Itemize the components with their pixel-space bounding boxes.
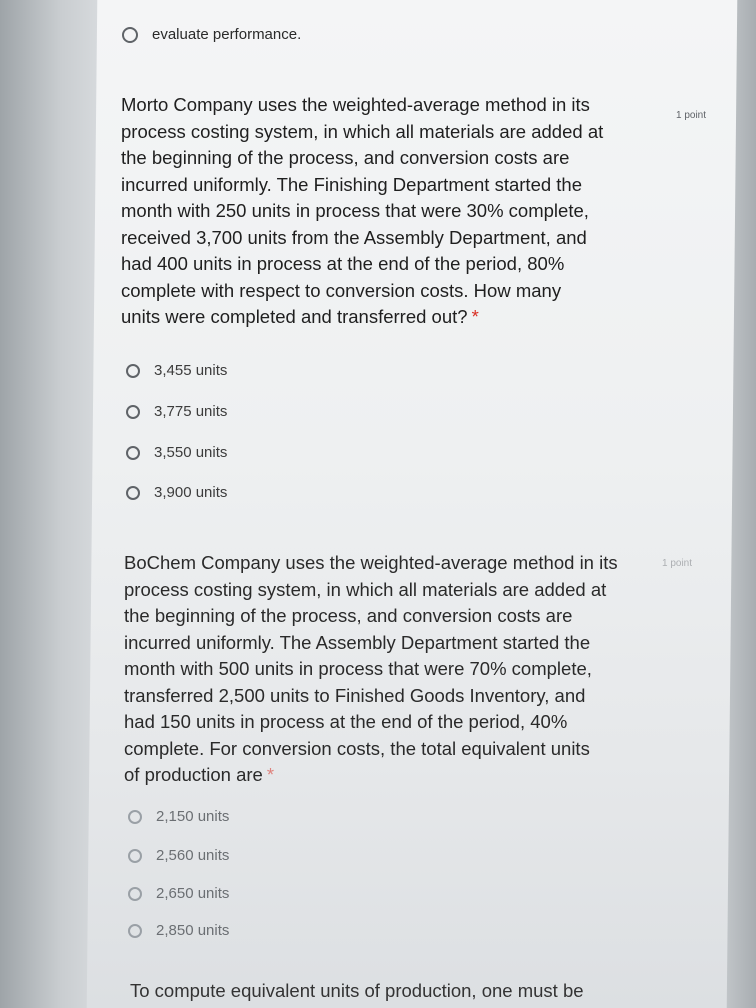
option-label: 3,775 units bbox=[154, 403, 228, 420]
question-line: had 150 units in process at the end of the period, 40% bbox=[124, 711, 568, 732]
question-2-option-1[interactable] bbox=[128, 808, 229, 825]
radio-button[interactable] bbox=[126, 405, 140, 419]
question-line: incurred uniformly. The Assembly Department started the bbox=[124, 631, 591, 653]
option-label: 3,900 units bbox=[154, 484, 228, 501]
question-line: process costing system, in which all materials are added at bbox=[124, 578, 607, 600]
option-label: 2,850 units bbox=[156, 922, 230, 939]
question-line: BoChem Company uses the weighted-average method in its bbox=[124, 552, 618, 573]
question-1-option-1[interactable] bbox=[126, 362, 227, 379]
question-1-option-3[interactable] bbox=[126, 444, 227, 461]
question-2-text bbox=[124, 550, 618, 789]
question-line bbox=[121, 304, 603, 331]
question-line: complete with respect to conversion costs. How many bbox=[121, 279, 562, 301]
radio-button[interactable] bbox=[122, 27, 138, 43]
option-label: 3,550 units bbox=[154, 444, 228, 461]
radio-button[interactable] bbox=[128, 849, 142, 863]
radio-button[interactable] bbox=[126, 364, 140, 378]
question-line bbox=[124, 762, 618, 789]
question-line: the beginning of the process, and conversion costs are bbox=[121, 147, 570, 168]
question-line: month with 250 units in process that were 30% complete, bbox=[121, 200, 589, 221]
question-line: the beginning of the process, and conversion costs are bbox=[124, 605, 573, 626]
question-line: process costing system, in which all materials are added at bbox=[121, 120, 604, 142]
question-1-points: 1 point bbox=[676, 110, 707, 121]
radio-button[interactable] bbox=[126, 486, 140, 500]
question-line: month with 500 units in process that were 70% complete, bbox=[124, 658, 592, 679]
option-label: 2,560 units bbox=[156, 847, 230, 864]
option-label: evaluate performance. bbox=[152, 26, 302, 43]
option-label: 3,455 units bbox=[154, 362, 228, 379]
question-1-text bbox=[121, 92, 603, 331]
question-line: received 3,700 units from the Assembly Department, and bbox=[121, 226, 587, 248]
radio-button[interactable] bbox=[128, 924, 142, 938]
option-label: 2,150 units bbox=[156, 808, 230, 825]
required-asterisk: * bbox=[266, 764, 275, 785]
question-1-option-2[interactable] bbox=[126, 403, 227, 420]
question-2-points: 1 point bbox=[662, 558, 693, 569]
radio-button[interactable] bbox=[126, 446, 140, 460]
radio-button[interactable] bbox=[128, 887, 142, 901]
question-line-text: units were completed and transferred out? bbox=[121, 306, 468, 327]
question-2-option-2[interactable] bbox=[128, 847, 229, 864]
question-line-text: of production are bbox=[124, 764, 263, 785]
question-line: Morto Company uses the weighted-average method in its bbox=[121, 94, 590, 115]
required-asterisk: * bbox=[471, 306, 479, 327]
option-label: 2,650 units bbox=[156, 885, 230, 902]
question-line: incurred uniformly. The Finishing Department started the bbox=[121, 173, 583, 195]
question-3-text bbox=[130, 978, 584, 1005]
question-1-option-4[interactable] bbox=[126, 484, 227, 501]
radio-button[interactable] bbox=[128, 810, 142, 824]
question-2-option-3[interactable] bbox=[128, 885, 229, 902]
question-line: To compute equivalent units of production, one must be bbox=[130, 980, 584, 1001]
question-line: had 400 units in process at the end of the period, 80% bbox=[121, 253, 565, 274]
question-line: transferred 2,500 units to Finished Goods Inventory, and bbox=[124, 684, 586, 706]
question-line: complete. For conversion costs, the total equivalent units bbox=[124, 737, 590, 759]
question-2-option-4[interactable] bbox=[128, 922, 229, 939]
option-evaluate-performance[interactable] bbox=[122, 26, 301, 43]
